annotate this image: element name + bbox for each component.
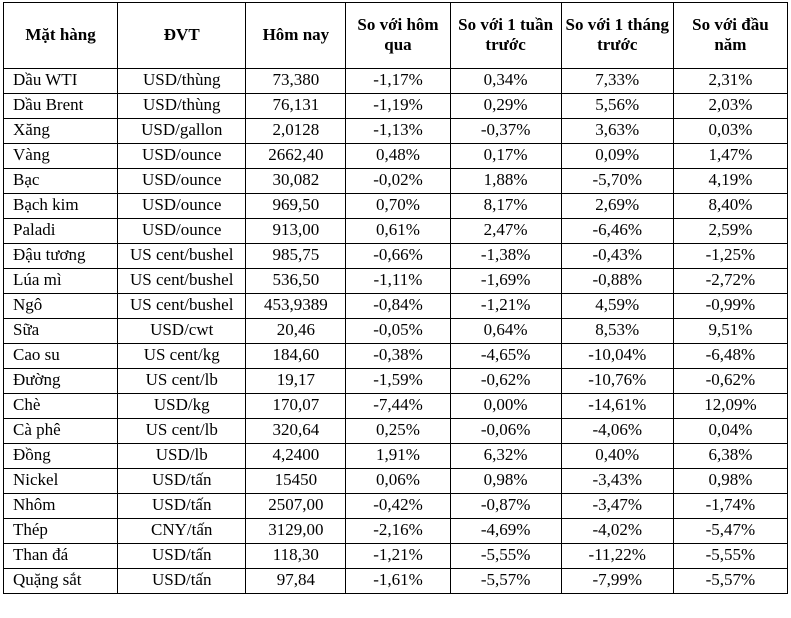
cell-commodity-name: Bạch kim [4, 194, 118, 219]
cell-value: 4,2400 [246, 444, 346, 469]
cell-value: USD/tấn [118, 469, 246, 494]
column-header-vs-yesterday: So với hôm qua [346, 3, 450, 69]
cell-value: -1,17% [346, 69, 450, 94]
cell-value: -2,72% [673, 269, 787, 294]
cell-value: 8,40% [673, 194, 787, 219]
cell-value: -0,43% [561, 244, 673, 269]
cell-value: -0,99% [673, 294, 787, 319]
cell-commodity-name: Thép [4, 519, 118, 544]
cell-value: -0,05% [346, 319, 450, 344]
cell-value: 0,00% [450, 394, 561, 419]
cell-value: -1,61% [346, 569, 450, 594]
cell-commodity-name: Ngô [4, 294, 118, 319]
cell-value: US cent/kg [118, 344, 246, 369]
cell-value: 9,51% [673, 319, 787, 344]
cell-commodity-name: Paladi [4, 219, 118, 244]
table-row [4, 444, 788, 469]
cell-value: -1,38% [450, 244, 561, 269]
cell-value: 0,64% [450, 319, 561, 344]
cell-value: USD/thùng [118, 69, 246, 94]
cell-value: -0,88% [561, 269, 673, 294]
table-row [4, 544, 788, 569]
table-row [4, 269, 788, 294]
cell-value: -2,16% [346, 519, 450, 544]
cell-value: 5,56% [561, 94, 673, 119]
cell-value: 0,40% [561, 444, 673, 469]
cell-value: 0,98% [450, 469, 561, 494]
cell-value: 7,33% [561, 69, 673, 94]
cell-commodity-name: Than đá [4, 544, 118, 569]
cell-value: -6,46% [561, 219, 673, 244]
cell-value: USD/kg [118, 394, 246, 419]
cell-commodity-name: Dầu Brent [4, 94, 118, 119]
cell-value: -7,99% [561, 569, 673, 594]
cell-value: 1,88% [450, 169, 561, 194]
cell-value: 6,32% [450, 444, 561, 469]
cell-value: 3129,00 [246, 519, 346, 544]
cell-commodity-name: Nhôm [4, 494, 118, 519]
cell-commodity-name: Đậu tương [4, 244, 118, 269]
cell-value: 0,70% [346, 194, 450, 219]
cell-value: -5,57% [450, 569, 561, 594]
cell-commodity-name: Nickel [4, 469, 118, 494]
cell-value: -5,55% [450, 544, 561, 569]
cell-value: -7,44% [346, 394, 450, 419]
cell-value: USD/ounce [118, 194, 246, 219]
cell-value: 4,59% [561, 294, 673, 319]
table-row [4, 94, 788, 119]
cell-value: 913,00 [246, 219, 346, 244]
cell-commodity-name: Vàng [4, 144, 118, 169]
cell-value: 0,04% [673, 419, 787, 444]
table-row [4, 194, 788, 219]
cell-value: US cent/lb [118, 369, 246, 394]
cell-commodity-name: Xăng [4, 119, 118, 144]
cell-commodity-name: Sữa [4, 319, 118, 344]
table-row [4, 294, 788, 319]
cell-value: -10,04% [561, 344, 673, 369]
cell-value: -5,70% [561, 169, 673, 194]
cell-value: -4,06% [561, 419, 673, 444]
cell-value: USD/gallon [118, 119, 246, 144]
cell-value: 4,19% [673, 169, 787, 194]
cell-value: US cent/bushel [118, 294, 246, 319]
cell-value: 15450 [246, 469, 346, 494]
cell-value: USD/thùng [118, 94, 246, 119]
cell-value: 12,09% [673, 394, 787, 419]
cell-value: 536,50 [246, 269, 346, 294]
cell-value: 184,60 [246, 344, 346, 369]
cell-value: -0,37% [450, 119, 561, 144]
table-row [4, 519, 788, 544]
cell-value: 0,17% [450, 144, 561, 169]
cell-value: 0,25% [346, 419, 450, 444]
cell-value: -1,69% [450, 269, 561, 294]
cell-value: 19,17 [246, 369, 346, 394]
cell-value: 30,082 [246, 169, 346, 194]
cell-value: USD/cwt [118, 319, 246, 344]
cell-commodity-name: Chè [4, 394, 118, 419]
cell-value: -6,48% [673, 344, 787, 369]
cell-value: 73,380 [246, 69, 346, 94]
table-row [4, 419, 788, 444]
cell-value: 2662,40 [246, 144, 346, 169]
cell-value: -1,19% [346, 94, 450, 119]
cell-value: 2,03% [673, 94, 787, 119]
cell-commodity-name: Đường [4, 369, 118, 394]
cell-value: -5,47% [673, 519, 787, 544]
cell-value: -1,21% [346, 544, 450, 569]
column-header-vs-one-month: So với 1 tháng trước [561, 3, 673, 69]
column-header-vs-one-week: So với 1 tuần trước [450, 3, 561, 69]
column-header-unit: ĐVT [118, 3, 246, 69]
cell-value: -0,66% [346, 244, 450, 269]
cell-value: -1,13% [346, 119, 450, 144]
table-row [4, 369, 788, 394]
cell-commodity-name: Lúa mì [4, 269, 118, 294]
cell-commodity-name: Cao su [4, 344, 118, 369]
cell-value: 76,131 [246, 94, 346, 119]
cell-value: -11,22% [561, 544, 673, 569]
cell-value: CNY/tấn [118, 519, 246, 544]
cell-value: 0,29% [450, 94, 561, 119]
cell-value: -10,76% [561, 369, 673, 394]
cell-value: 118,30 [246, 544, 346, 569]
table-header [4, 3, 788, 69]
table-row [4, 469, 788, 494]
table-row [4, 119, 788, 144]
cell-value: 2507,00 [246, 494, 346, 519]
table-row [4, 144, 788, 169]
cell-value: -5,55% [673, 544, 787, 569]
cell-value: USD/ounce [118, 169, 246, 194]
cell-value: 20,46 [246, 319, 346, 344]
table-row [4, 344, 788, 369]
cell-value: -3,43% [561, 469, 673, 494]
cell-value: -14,61% [561, 394, 673, 419]
cell-value: -0,87% [450, 494, 561, 519]
cell-value: USD/ounce [118, 144, 246, 169]
cell-commodity-name: Bạc [4, 169, 118, 194]
cell-value: 320,64 [246, 419, 346, 444]
cell-value: US cent/bushel [118, 244, 246, 269]
cell-value: 3,63% [561, 119, 673, 144]
cell-commodity-name: Dầu WTI [4, 69, 118, 94]
cell-commodity-name: Quặng sắt [4, 569, 118, 594]
cell-value: -4,69% [450, 519, 561, 544]
table-row [4, 69, 788, 94]
table-row [4, 219, 788, 244]
commodity-price-table [3, 2, 788, 594]
table-row [4, 494, 788, 519]
table-row [4, 569, 788, 594]
cell-value: -0,84% [346, 294, 450, 319]
cell-value: 0,09% [561, 144, 673, 169]
cell-value: -0,02% [346, 169, 450, 194]
cell-value: USD/tấn [118, 544, 246, 569]
column-header-commodity: Mặt hàng [4, 3, 118, 69]
cell-value: USD/tấn [118, 494, 246, 519]
column-header-vs-year-start: So với đầu năm [673, 3, 787, 69]
cell-value: -0,38% [346, 344, 450, 369]
table-row [4, 319, 788, 344]
cell-value: 170,07 [246, 394, 346, 419]
cell-value: -4,02% [561, 519, 673, 544]
cell-value: 2,0128 [246, 119, 346, 144]
cell-value: 97,84 [246, 569, 346, 594]
cell-value: 0,61% [346, 219, 450, 244]
cell-value: USD/ounce [118, 219, 246, 244]
cell-value: 0,98% [673, 469, 787, 494]
cell-value: -1,25% [673, 244, 787, 269]
cell-value: -0,06% [450, 419, 561, 444]
cell-value: -1,11% [346, 269, 450, 294]
cell-value: 2,31% [673, 69, 787, 94]
cell-value: 0,06% [346, 469, 450, 494]
table-row [4, 169, 788, 194]
cell-value: 0,34% [450, 69, 561, 94]
table-body [4, 69, 788, 594]
table-header-row [4, 3, 788, 69]
cell-value: -1,59% [346, 369, 450, 394]
cell-value: US cent/bushel [118, 269, 246, 294]
table-row [4, 244, 788, 269]
cell-commodity-name: Cà phê [4, 419, 118, 444]
cell-value: USD/lb [118, 444, 246, 469]
cell-value: 8,53% [561, 319, 673, 344]
cell-value: 1,47% [673, 144, 787, 169]
cell-value: -0,62% [450, 369, 561, 394]
cell-value: -5,57% [673, 569, 787, 594]
column-header-today: Hôm nay [246, 3, 346, 69]
cell-value: 2,47% [450, 219, 561, 244]
cell-value: 0,48% [346, 144, 450, 169]
cell-value: -1,21% [450, 294, 561, 319]
cell-value: 8,17% [450, 194, 561, 219]
cell-value: 2,59% [673, 219, 787, 244]
cell-value: 985,75 [246, 244, 346, 269]
cell-value: -0,62% [673, 369, 787, 394]
cell-value: US cent/lb [118, 419, 246, 444]
cell-value: 2,69% [561, 194, 673, 219]
cell-value: 969,50 [246, 194, 346, 219]
cell-value: 6,38% [673, 444, 787, 469]
cell-value: USD/tấn [118, 569, 246, 594]
cell-value: 1,91% [346, 444, 450, 469]
cell-value: 453,9389 [246, 294, 346, 319]
cell-value: -4,65% [450, 344, 561, 369]
cell-value: -3,47% [561, 494, 673, 519]
table-row [4, 394, 788, 419]
cell-value: 0,03% [673, 119, 787, 144]
cell-value: -1,74% [673, 494, 787, 519]
cell-commodity-name: Đồng [4, 444, 118, 469]
cell-value: -0,42% [346, 494, 450, 519]
